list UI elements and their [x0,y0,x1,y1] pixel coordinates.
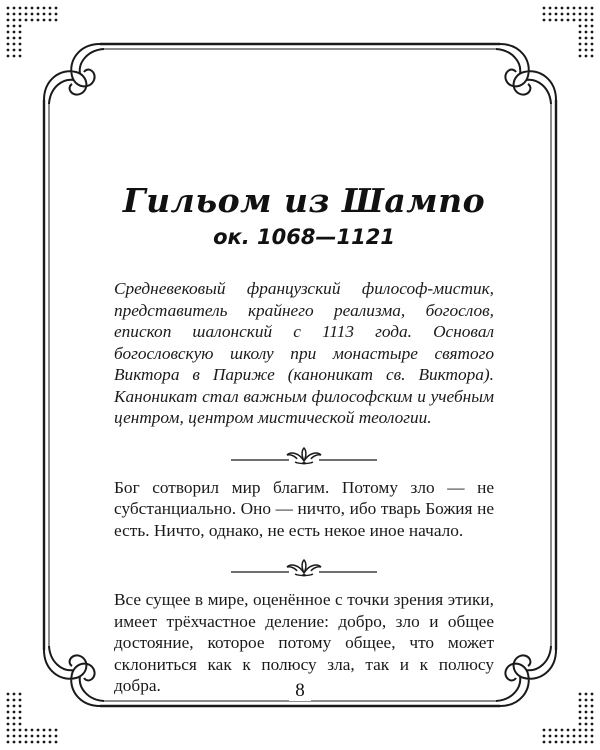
life-dates: ок. 1068—1121 [213,225,395,249]
quote-paragraph-2: Все сущее в мире, оценённое с точки зрения этики, имеет трёхчастное деление: добро, зло и общее достояние, которое потому общее, что может склониться как к полюсу зла, так и к полюсу добра. [114,590,494,695]
page-number [0,680,600,702]
page-content [114,160,494,697]
flourish-divider [229,445,379,467]
corner-ornament-top-left [7,7,104,104]
flourish-divider [229,557,379,579]
page-title: Гильом из Шампо [122,181,486,220]
biography-paragraph: Средневековый французский философ-мистик, представитель крайнего реализма, богослов, епископ шалонский с 1113 года. Основал богословскую школу при монастыре святого Виктора в Париже (каноникат св. Виктора). Каноникат стал важным философским и учебным центром, центром мистической теологии. [114,279,494,427]
quote-paragraph-1: Бог сотворил мир благим. Потому зло — не субстанциально. Оно — ничто, ибо тварь Божия не есть. Ничто, однако, не есть некое иное начало. [114,477,494,540]
page-number-text: 8 [289,680,311,701]
corner-ornament-top-right [496,7,593,104]
